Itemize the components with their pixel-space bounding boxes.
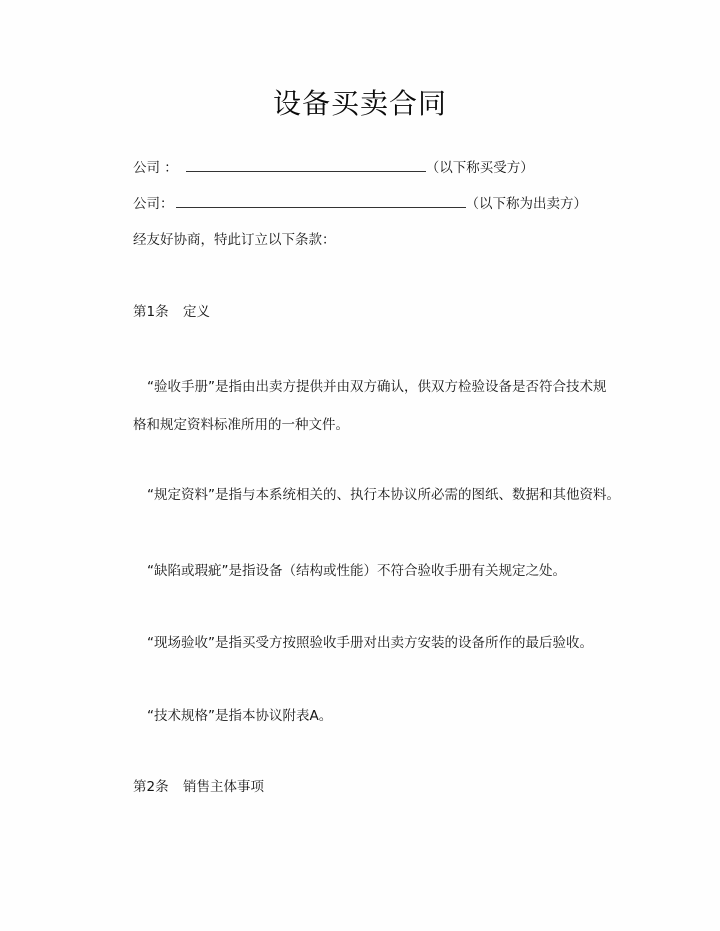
definition-technical-spec (133, 706, 623, 726)
section-1-heading (133, 302, 210, 322)
definition-line: “缺陷或瑕疵”是指设备（结构或性能）不符合验收手册有关规定之处。 (147, 563, 566, 579)
buyer-company-label: 公司 ： (133, 160, 178, 176)
definition-site-acceptance (133, 633, 623, 653)
section-1-title: 定义 (183, 304, 210, 320)
definition-line: “现场验收”是指买受方按照验收手册对出卖方安装的设备所作的最后验收。 (147, 635, 593, 651)
definition-specified-materials (133, 485, 623, 505)
section-2-number: 第2条 (133, 779, 169, 795)
buyer-suffix: （以下称买受方） (425, 160, 534, 176)
definition-line: “规定资料”是指与本系统相关的、执行本协议所必需的图纸、数据和其他资料。 (147, 487, 620, 503)
definition-line: “验收手册”是指由出卖方提供并由双方确认，供双方检验设备是否符合技术规 (147, 379, 607, 395)
section-2-title: 销售主体事项 (183, 779, 264, 795)
document-title: 设备买卖合同 (272, 87, 447, 120)
definition-line-continued: 格和规定资料标准所用的一种文件。 (133, 417, 349, 433)
section-1-number: 第1条 (133, 304, 169, 320)
definition-defect (133, 561, 623, 581)
buyer-party-line (133, 157, 534, 178)
seller-suffix: （以下称为出卖方） (465, 196, 587, 212)
buyer-company-blank[interactable] (186, 157, 426, 172)
seller-company-label: 公司： (133, 196, 174, 212)
definition-line: “技术规格”是指本协议附表A。 (147, 708, 333, 724)
definition-acceptance-manual (133, 377, 623, 435)
preamble: 经友好协商，特此订立以下条款： (133, 232, 336, 248)
seller-party-line (133, 193, 587, 214)
section-2-heading (133, 777, 264, 797)
seller-company-blank[interactable] (176, 193, 466, 208)
